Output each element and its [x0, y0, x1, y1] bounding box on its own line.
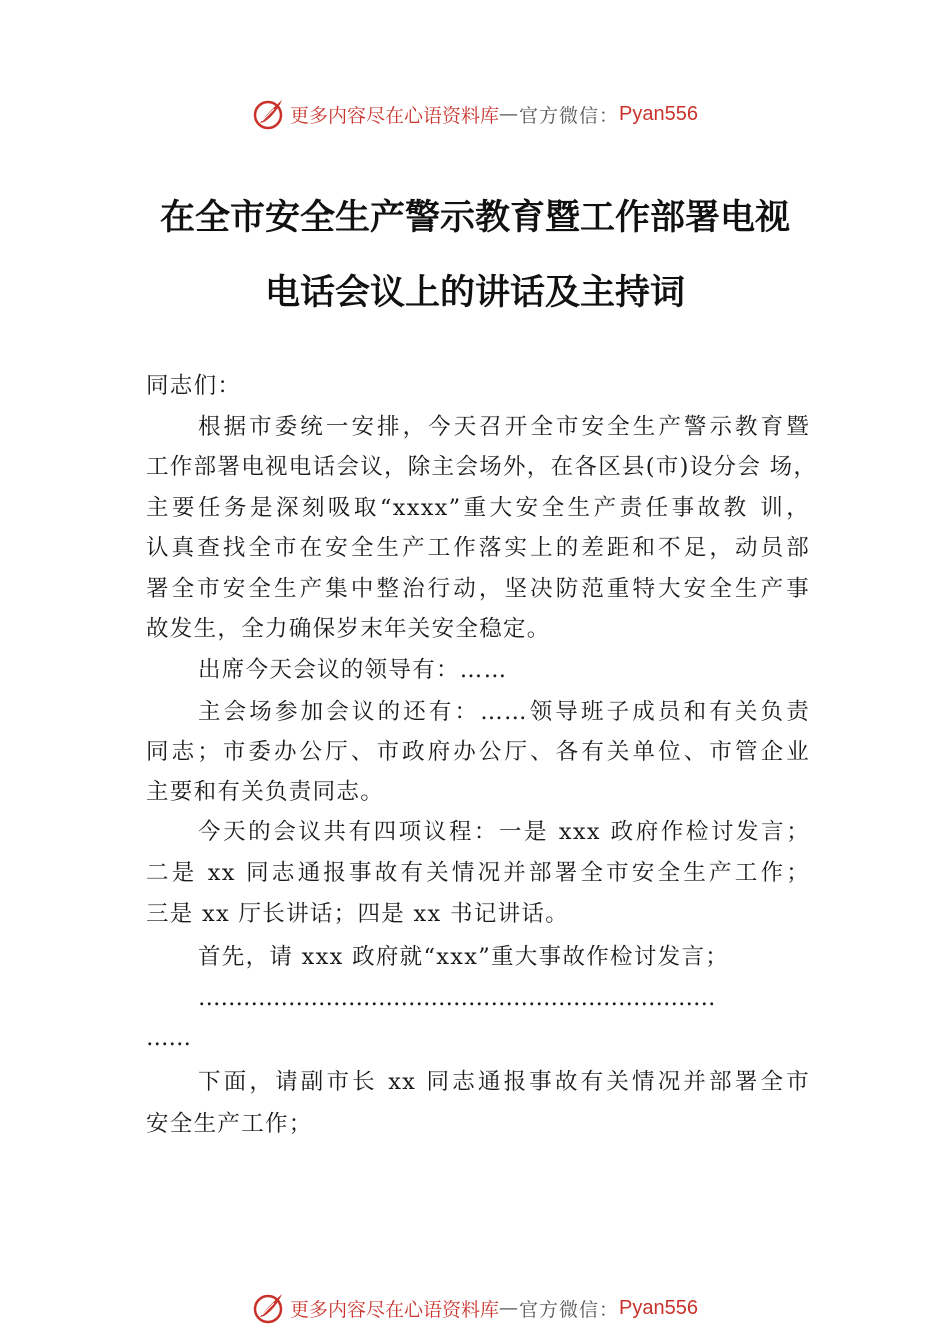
paragraph-1-line: 主要任务是深刻吸取“xxxx”重大安全生产责任事故教 训，: [146, 495, 810, 521]
banner-site-name: 更多内容尽在心语资料库: [290, 1298, 500, 1321]
ellipsis-line: ……………………………………………………………: [198, 985, 716, 1011]
document-title-line-1: 在全市安全生产警示教育暨工作部署电视: [159, 197, 790, 238]
paragraph-4-line: 二是 xx 同志通报事故有关情况并部署全市安全生产工作；: [146, 860, 810, 886]
banner-dash: —: [499, 103, 520, 125]
paragraph-1-line: 故发生，全力确保岁末年关安全稳定。: [146, 616, 551, 642]
quill-logo-icon: [252, 97, 286, 131]
paragraph-4-line: 今天的会议共有四项议程：一是 xxx 政府作检讨发言；: [198, 819, 810, 845]
document-title-line-2: 电话会议上的讲话及主持词: [264, 272, 685, 313]
salutation: 同志们：: [146, 373, 242, 399]
banner-wechat-label: 官方微信：: [519, 1298, 620, 1321]
paragraph-1-line: 署全市安全生产集中整治行动，坚决防范重特大安全生产事: [146, 576, 810, 602]
banner-wechat-label: 官方微信：: [519, 104, 620, 127]
footer-watermark: [0, 1288, 950, 1328]
paragraph-3-line: 同志；市委办公厅、市政府办公厅、各有关单位、市管企业: [146, 739, 810, 765]
paragraph-6-line: 安全生产工作；: [146, 1111, 313, 1137]
banner-wechat-id: Pyan556: [619, 1296, 698, 1319]
paragraph-6-line: 下面，请副市长 xx 同志通报事故有关情况并部署全市: [198, 1069, 810, 1095]
paragraph-3-line: 主要和有关负责同志。: [146, 779, 385, 805]
ellipsis-line: ……: [146, 1025, 191, 1051]
quill-logo-icon: [252, 1291, 286, 1325]
banner-site-name: 更多内容尽在心语资料库: [290, 104, 500, 127]
paragraph-3-line: 主会场参加会议的还有：……领导班子成员和有关负责: [198, 699, 810, 725]
banner-wechat-id: Pyan556: [619, 102, 698, 125]
paragraph-2: 出席今天会议的领导有：……: [198, 657, 508, 683]
header-watermark: [0, 94, 950, 134]
paragraph-1-line: 根据市委统一安排，今天召开全市安全生产警示教育暨: [198, 414, 810, 440]
banner-dash: —: [499, 1297, 520, 1319]
paragraph-5: 首先，请 xxx 政府就“xxx”重大事故作检讨发言；: [198, 944, 730, 970]
paragraph-4-line: 三是 xx 厅长讲话；四是 xx 书记讲话。: [146, 901, 569, 927]
paragraph-1-line: 认真查找全市在安全生产工作落实上的差距和不足，动员部: [146, 535, 810, 561]
paragraph-1-line: 工作部署电视电话会议，除主会场外，在各区县(市)设分会 场，: [146, 454, 818, 480]
